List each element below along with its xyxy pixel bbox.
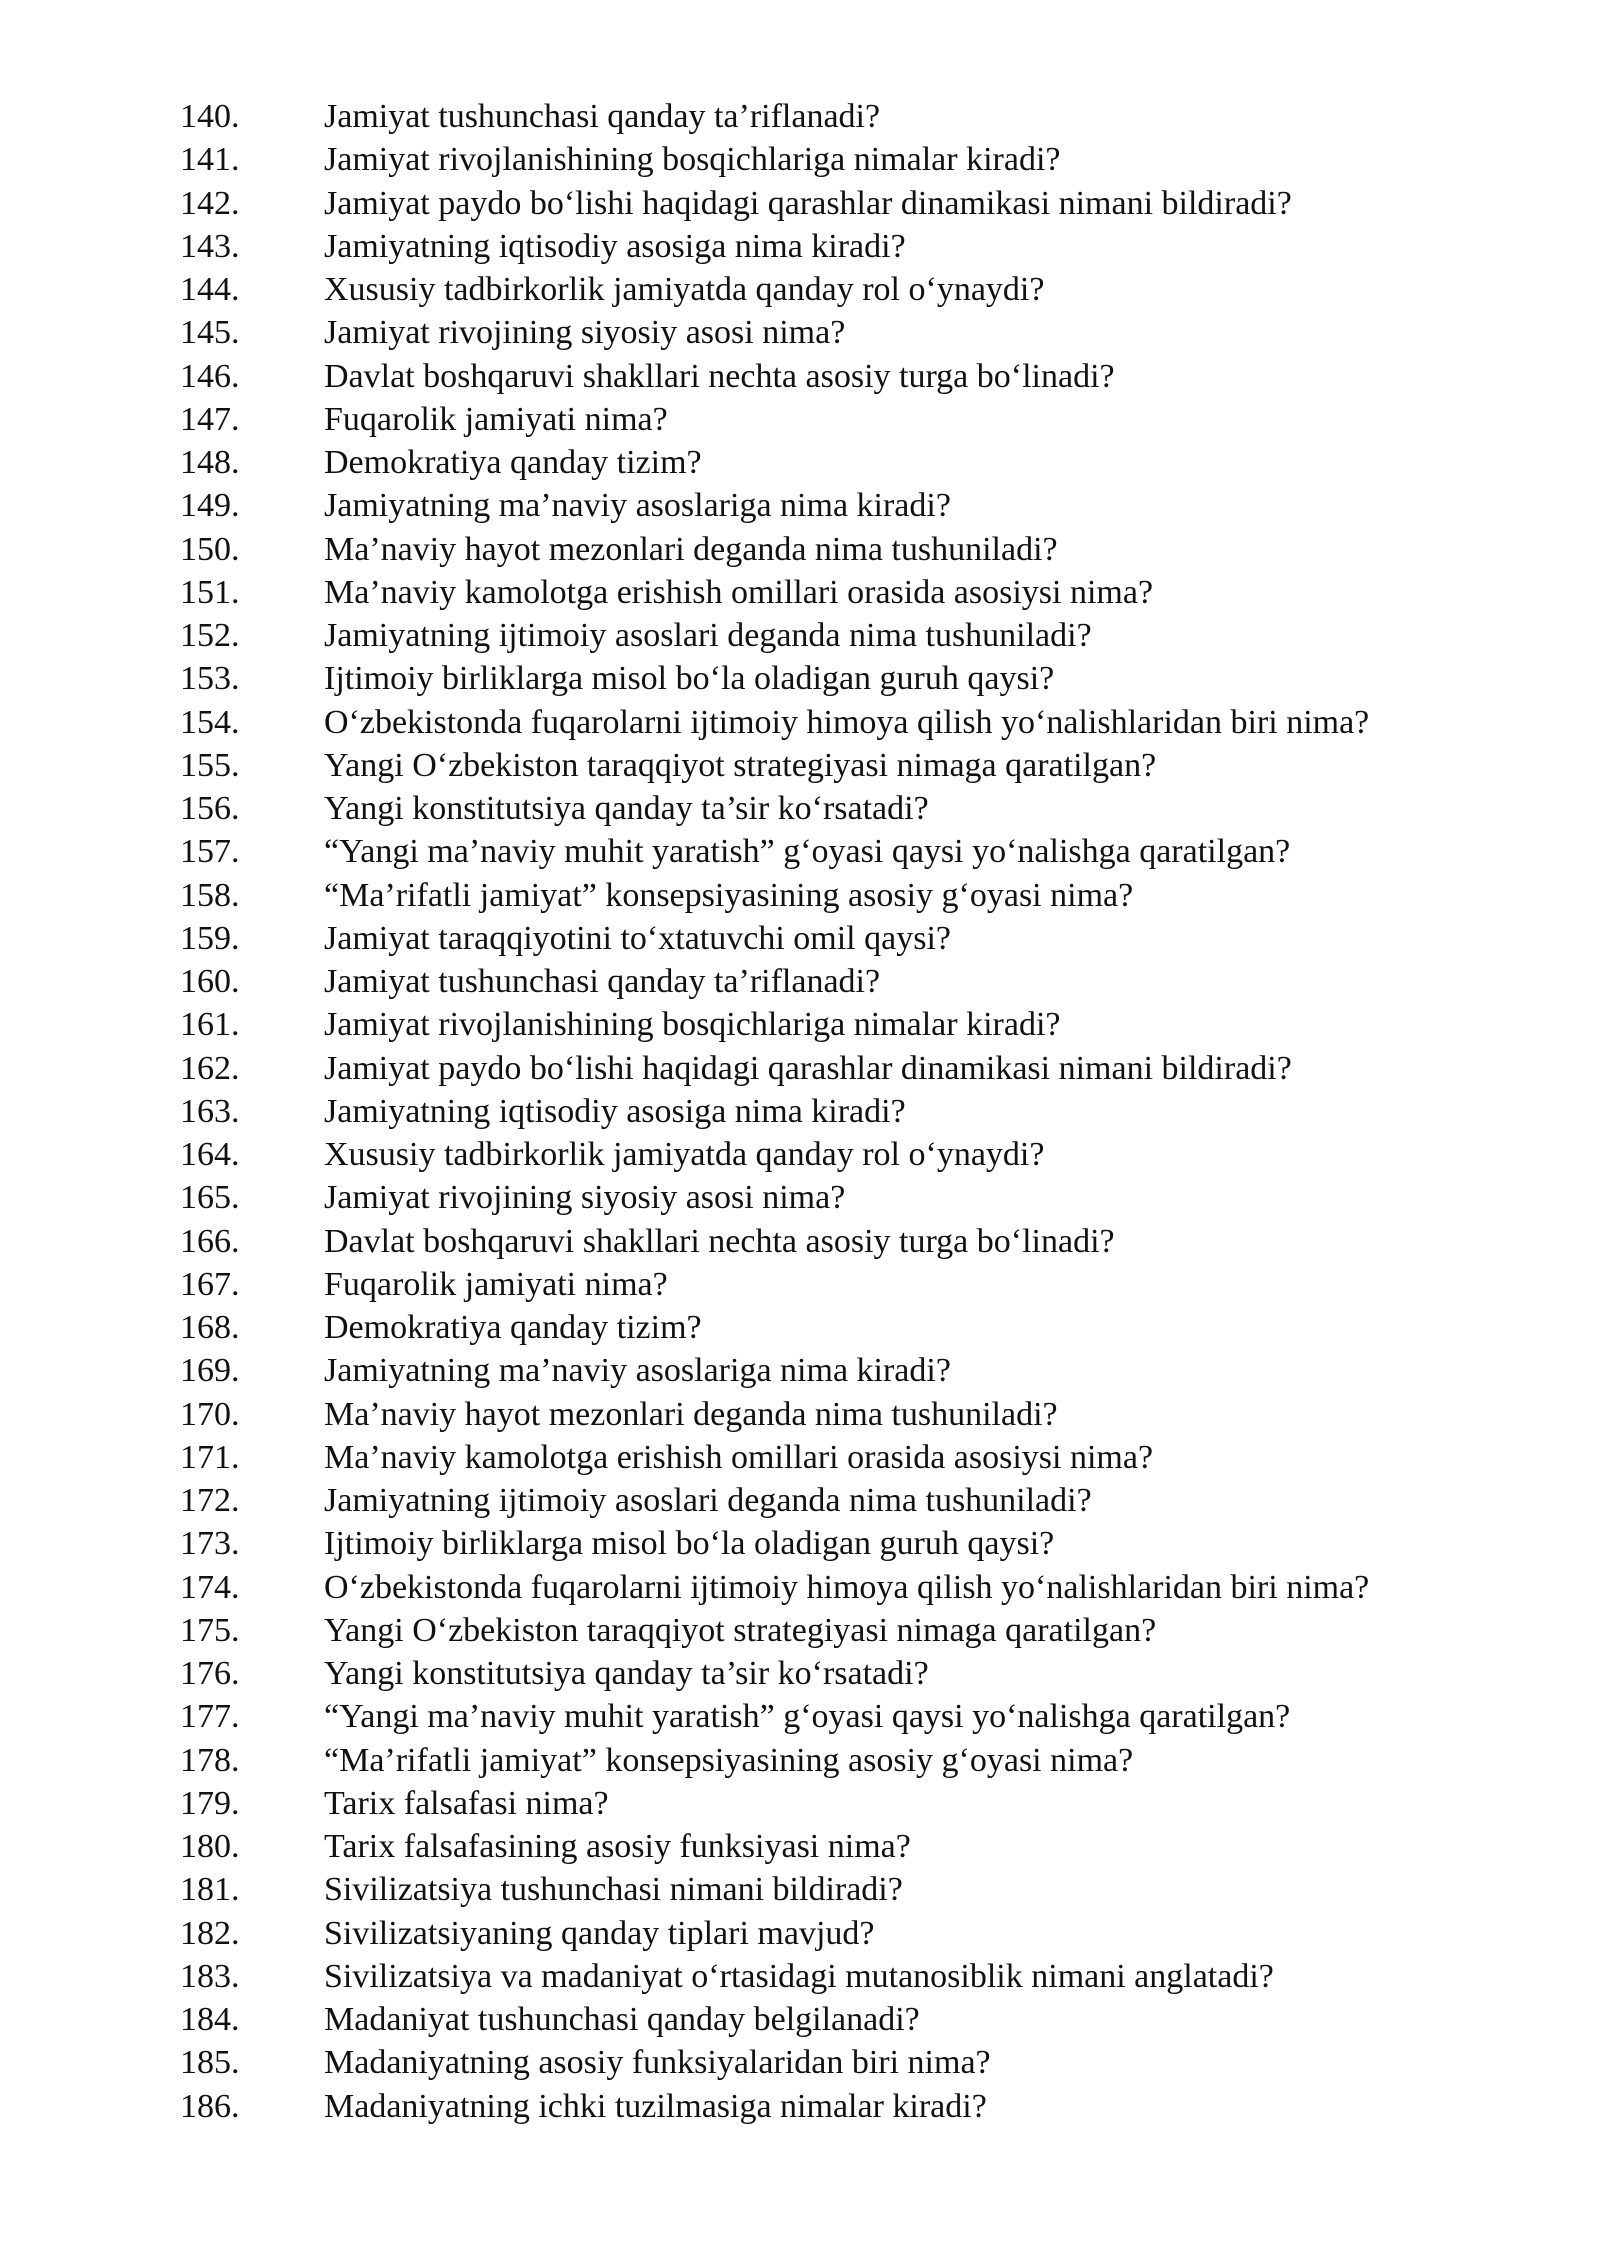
question-text: Tarix falsafasining asosiy funksiyasi nima?: [324, 1828, 911, 1865]
question-number: 170.: [180, 1395, 240, 1433]
question-number: 149.: [180, 487, 240, 525]
question-text: Davlat boshqaruvi shakllari nechta asosiy turga bo‘linadi?: [324, 357, 1115, 395]
question-number: 155.: [180, 746, 240, 784]
question-number: 146.: [180, 357, 240, 395]
question-text: Sivilizatsiya tushunchasi nimani bildiradi?: [324, 1871, 903, 1909]
question-number: 148.: [180, 444, 240, 481]
question-number: 177.: [180, 1698, 240, 1736]
question-text: “Ma’rifatli jamiyat” konsepsiyasining asosiy g‘oyasi nima?: [324, 876, 1134, 914]
question-number: 175.: [180, 1611, 240, 1649]
question-number: 184.: [180, 2001, 240, 2038]
question-item: [0, 1436, 1600, 1479]
question-number: 147.: [180, 400, 240, 438]
question-number: 178.: [180, 1741, 240, 1779]
question-item: [0, 1782, 1600, 1825]
question-text: Jamiyat paydo bo‘lishi haqidagi qarashlar dinamikasi nimani bildiradi?: [324, 1049, 1292, 1087]
question-item: [0, 2085, 1600, 2128]
question-text: Jamiyat rivojlanishining bosqichlariga nimalar kiradi?: [324, 1006, 1061, 1044]
question-number: 164.: [180, 1136, 240, 1173]
question-number: 157.: [180, 833, 240, 871]
question-text: Jamiyatning ijtimoiy asoslari deganda nima tushuniladi?: [324, 617, 1092, 654]
question-number: 153.: [180, 660, 240, 698]
question-number: 182.: [180, 1914, 240, 1952]
question-text: Jamiyatning ijtimoiy asoslari deganda nima tushuniladi?: [324, 1482, 1092, 1519]
question-number: 161.: [180, 1006, 240, 1044]
question-number: 152.: [180, 617, 240, 654]
question-item: [0, 1998, 1600, 2041]
question-item: [0, 1047, 1600, 1090]
question-item: [0, 95, 1600, 138]
question-item: [0, 1306, 1600, 1349]
question-item: [0, 744, 1600, 787]
question-item: [0, 1955, 1600, 1998]
question-number: 151.: [180, 573, 240, 611]
question-text: Madaniyatning asosiy funksiyalaridan biri nima?: [324, 2044, 991, 2082]
question-text: Ma’naviy kamolotga erishish omillari orasida asosiysi nima?: [324, 1438, 1154, 1476]
question-text: Xususiy tadbirkorlik jamiyatda qanday rol o‘ynaydi?: [324, 271, 1045, 308]
question-text: Ma’naviy hayot mezonlari deganda nima tushuniladi?: [324, 530, 1058, 568]
question-item: [0, 701, 1600, 744]
question-number: 154.: [180, 703, 240, 741]
question-item: [0, 1263, 1600, 1306]
question-number: 174.: [180, 1568, 240, 1606]
question-item: [0, 398, 1600, 441]
question-number: 186.: [180, 2087, 240, 2125]
question-number: 173.: [180, 1525, 240, 1563]
question-item: [0, 917, 1600, 960]
question-number: 140.: [180, 98, 240, 135]
question-text: Jamiyatning iqtisodiy asosiga nima kiradi?: [324, 227, 906, 265]
question-number: 156.: [180, 790, 240, 827]
question-number: 162.: [180, 1049, 240, 1087]
question-text: Jamiyat rivojining siyosiy asosi nima?: [324, 1179, 846, 1217]
question-item: [0, 1695, 1600, 1738]
question-number: 144.: [180, 271, 240, 308]
question-text: Fuqarolik jamiyati nima?: [324, 1265, 668, 1303]
question-item: [0, 1825, 1600, 1868]
question-number: 171.: [180, 1438, 240, 1476]
question-number: 180.: [180, 1828, 240, 1865]
question-text: O‘zbekistonda fuqarolarni ijtimoiy himoya qilish yo‘nalishlaridan biri nima?: [324, 1568, 1370, 1606]
question-item: [0, 441, 1600, 484]
question-item: [0, 614, 1600, 657]
question-item: [0, 1479, 1600, 1522]
question-item: [0, 787, 1600, 830]
question-number: 159.: [180, 919, 240, 957]
question-number: 150.: [180, 530, 240, 568]
question-number: 167.: [180, 1265, 240, 1303]
question-item: [0, 960, 1600, 1003]
question-item: [0, 528, 1600, 571]
question-number: 169.: [180, 1352, 240, 1390]
question-item: [0, 1739, 1600, 1782]
question-item: [0, 182, 1600, 225]
question-number: 166.: [180, 1222, 240, 1260]
question-item: [0, 1912, 1600, 1955]
question-item: [0, 830, 1600, 873]
question-text: Davlat boshqaruvi shakllari nechta asosiy turga bo‘linadi?: [324, 1222, 1115, 1260]
question-text: “Yangi ma’naviy muhit yaratish” g‘oyasi qaysi yo‘nalishga qaratilgan?: [324, 833, 1291, 871]
question-text: Madaniyat tushunchasi qanday belgilanadi?: [324, 2001, 920, 2038]
question-text: Demokratiya qanday tizim?: [324, 444, 702, 481]
question-number: 142.: [180, 184, 240, 222]
question-text: Jamiyatning iqtisodiy asosiga nima kiradi?: [324, 1092, 906, 1130]
question-item: [0, 1652, 1600, 1695]
question-item: [0, 1220, 1600, 1263]
question-text: Xususiy tadbirkorlik jamiyatda qanday rol o‘ynaydi?: [324, 1136, 1045, 1173]
question-text: Demokratiya qanday tizim?: [324, 1309, 702, 1346]
question-text: Ijtimoiy birliklarga misol bo‘la oladigan guruh qaysi?: [324, 1525, 1055, 1563]
question-text: Fuqarolik jamiyati nima?: [324, 400, 668, 438]
question-text: Sivilizatsiyaning qanday tiplari mavjud?: [324, 1914, 875, 1952]
question-number: 181.: [180, 1871, 240, 1909]
question-item: [0, 1003, 1600, 1046]
question-item: [0, 355, 1600, 398]
question-text: Jamiyat tushunchasi qanday ta’riflanadi?: [324, 98, 881, 135]
question-number: 179.: [180, 1784, 240, 1822]
question-item: [0, 571, 1600, 614]
question-item: [0, 484, 1600, 527]
question-item: [0, 1566, 1600, 1609]
question-item: [0, 1609, 1600, 1652]
question-text: Ma’naviy hayot mezonlari deganda nima tushuniladi?: [324, 1395, 1058, 1433]
question-text: Ma’naviy kamolotga erishish omillari orasida asosiysi nima?: [324, 573, 1154, 611]
question-number: 185.: [180, 2044, 240, 2082]
question-item: [0, 1349, 1600, 1392]
question-text: Jamiyat rivojlanishining bosqichlariga nimalar kiradi?: [324, 141, 1061, 179]
question-number: 172.: [180, 1482, 240, 1519]
question-number: 168.: [180, 1309, 240, 1346]
question-text: Jamiyatning ma’naviy asoslariga nima kiradi?: [324, 487, 951, 525]
question-text: Jamiyat paydo bo‘lishi haqidagi qarashlar dinamikasi nimani bildiradi?: [324, 184, 1292, 222]
question-text: Jamiyatning ma’naviy asoslariga nima kiradi?: [324, 1352, 951, 1390]
question-text: Jamiyat rivojining siyosiy asosi nima?: [324, 314, 846, 352]
question-text: Jamiyat taraqqiyotini to‘xtatuvchi omil qaysi?: [324, 919, 951, 957]
question-text: “Ma’rifatli jamiyat” konsepsiyasining asosiy g‘oyasi nima?: [324, 1741, 1134, 1779]
question-number: 176.: [180, 1655, 240, 1692]
question-text: Yangi O‘zbekiston taraqqiyot strategiyasi nimaga qaratilgan?: [324, 746, 1157, 784]
question-item: [0, 2041, 1600, 2084]
question-list: [0, 95, 1600, 2128]
question-number: 160.: [180, 963, 240, 1000]
question-text: O‘zbekistonda fuqarolarni ijtimoiy himoya qilish yo‘nalishlaridan biri nima?: [324, 703, 1370, 741]
question-text: “Yangi ma’naviy muhit yaratish” g‘oyasi qaysi yo‘nalishga qaratilgan?: [324, 1698, 1291, 1736]
question-text: Madaniyatning ichki tuzilmasiga nimalar kiradi?: [324, 2087, 987, 2125]
question-text: Yangi O‘zbekiston taraqqiyot strategiyasi nimaga qaratilgan?: [324, 1611, 1157, 1649]
question-number: 163.: [180, 1092, 240, 1130]
question-item: [0, 225, 1600, 268]
question-item: [0, 311, 1600, 354]
question-text: Ijtimoiy birliklarga misol bo‘la oladigan guruh qaysi?: [324, 660, 1055, 698]
question-number: 158.: [180, 876, 240, 914]
question-item: [0, 1868, 1600, 1911]
question-item: [0, 1393, 1600, 1436]
question-item: [0, 1522, 1600, 1565]
question-text: Jamiyat tushunchasi qanday ta’riflanadi?: [324, 963, 881, 1000]
question-number: 165.: [180, 1179, 240, 1217]
question-item: [0, 874, 1600, 917]
question-text: Yangi konstitutsiya qanday ta’sir ko‘rsatadi?: [324, 790, 929, 827]
question-text: Tarix falsafasi nima?: [324, 1784, 609, 1822]
question-number: 141.: [180, 141, 240, 179]
question-item: [0, 138, 1600, 181]
question-item: [0, 1090, 1600, 1133]
question-item: [0, 268, 1600, 311]
question-item: [0, 1176, 1600, 1219]
question-text: Yangi konstitutsiya qanday ta’sir ko‘rsatadi?: [324, 1655, 929, 1692]
question-text: Sivilizatsiya va madaniyat o‘rtasidagi mutanosiblik nimani anglatadi?: [324, 1957, 1274, 1995]
question-number: 143.: [180, 227, 240, 265]
question-number: 183.: [180, 1957, 240, 1995]
question-number: 145.: [180, 314, 240, 352]
question-item: [0, 1133, 1600, 1176]
question-item: [0, 657, 1600, 700]
